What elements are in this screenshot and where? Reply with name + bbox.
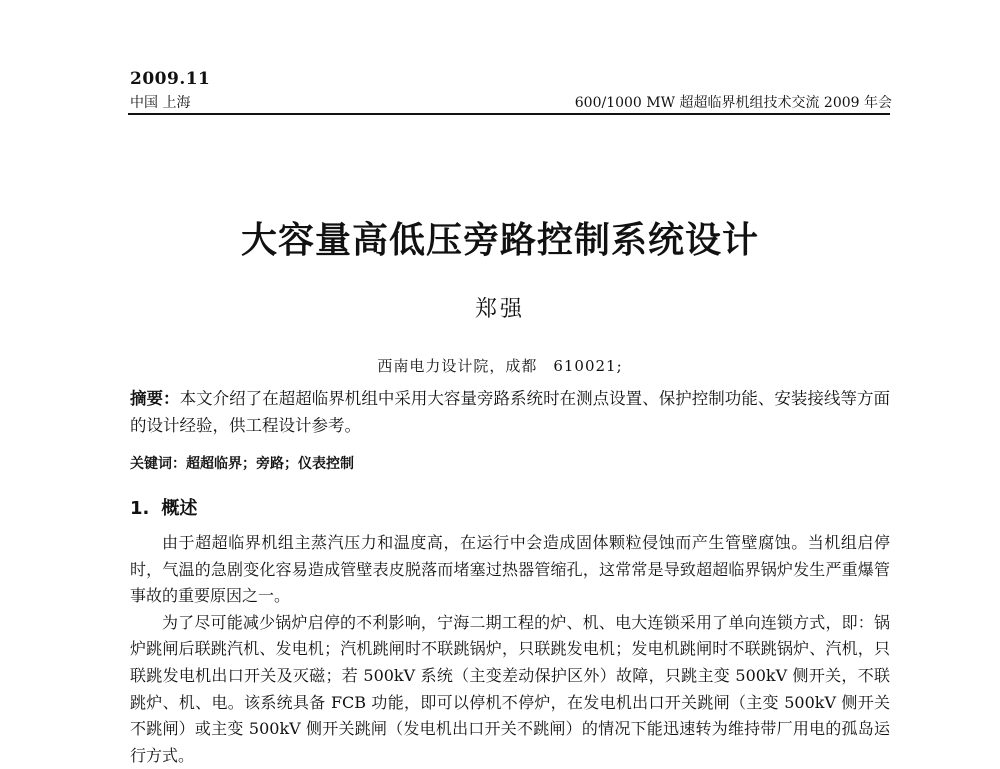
section-number: 1. [130, 498, 150, 519]
keywords-label: 关键词： [130, 456, 186, 472]
header-place: 中国 上海 [130, 95, 191, 111]
abstract-label: 摘要： [130, 389, 180, 408]
abstract [130, 385, 890, 439]
body-paragraph: 为了尽可能减少锅炉启停的不利影响，宁海二期工程的炉、机、电大连锁采用了单向连锁方式，即：锅炉跳闸后联跳汽机、发电机；汽机跳闸时不联跳锅炉，只联跳发电机；发电机跳闸时不联跳锅炉、汽机，只联跳发电机出口开关及灭磁；若 500kV 系统（主变差动保护区外）故障，只跳主变 500kV 侧开关，不联跳炉、机、电。该系统具备 FCB 功能，即可以停机不停炉，在发电机出口开关跳闸（主变 500kV 侧开关不跳闸）或主变 500kV 侧开关跳闸（发电机出口开关不跳闸）的情况下能迅速转为维持带厂用电的孤岛运行方式。 [130, 612, 890, 765]
author-name: 郑强 [474, 297, 525, 322]
affiliation: 西南电力设计院，成都 610021; [377, 357, 623, 375]
header-rule [128, 113, 890, 115]
paper-title: 大容量高低压旁路控制系统设计 [240, 220, 759, 261]
abstract-text: 本文介绍了在超超临界机组中采用大容量旁路系统时在测点设置、保护控制功能、安装接线等方面的设计经验，供工程设计参考。 [130, 389, 891, 435]
header-conference: 600/1000 MW 超超临界机组技术交流 2009 年会 [574, 95, 892, 111]
header-date: 2009.11 [130, 69, 211, 89]
section-body [130, 530, 890, 769]
section-heading [130, 494, 197, 520]
body-paragraph: 由于超超临界机组主蒸汽压力和温度高，在运行中会造成固体颗粒侵蚀而产生管壁腐蚀。当机组启停时，气温的急剧变化容易造成管壁表皮脱落而堵塞过热器管缩孔，这常常是导致超超临界锅炉发生严重爆管事故的重要原因之一。 [130, 533, 890, 606]
keywords [130, 453, 890, 473]
section-title: 概述 [161, 498, 198, 519]
keywords-text: 超超临界；旁路；仪表控制 [186, 456, 354, 472]
